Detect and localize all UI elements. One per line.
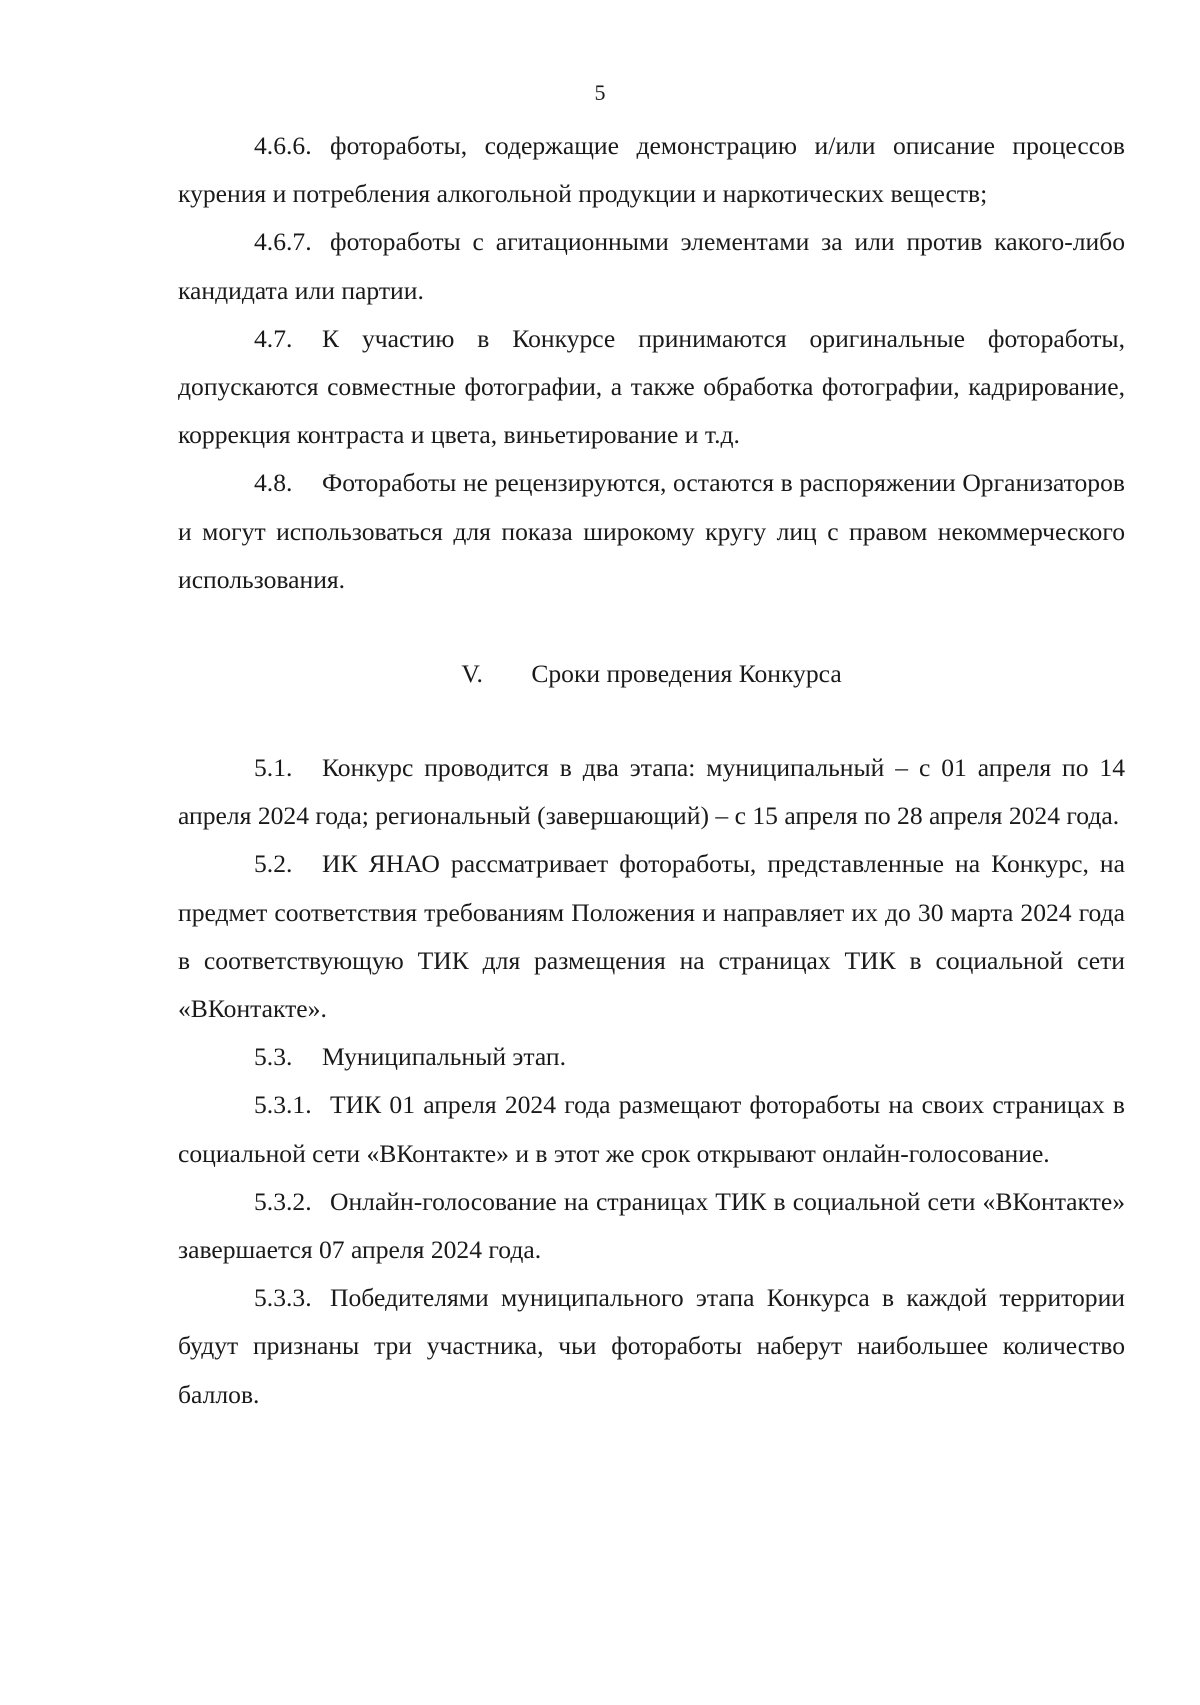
paragraph-number: 4.6.7. [254,227,312,257]
paragraph-number: 5.3.2. [254,1186,312,1216]
paragraph-number: 4.8. [254,468,293,498]
paragraph-4-7 [178,315,1125,460]
paragraph-number: 5.3. [254,1042,293,1072]
paragraph-text: ИК ЯНАО рассматривает фотоработы, представленные на Конкурс, на предмет соответствия требованиям Положения и направляет их до 30 марта 2024 года в соответствующую ТИК для размещения на страницах ТИК в социальной сети «ВКонтакте». [178,849,1125,1024]
paragraph-number: 4.7. [254,323,293,353]
paragraph-text: К участию в Конкурсе принимаются оригинальные фотоработы, допускаются совместные фотографии, а также обработка фотографии, кадрирование, коррекция контраста и цвета, виньетирование и т.д. [178,323,1125,450]
page-number: 5 [594,80,606,105]
paragraph-number: 5.1. [254,753,293,783]
section-title: Сроки проведения Конкурса [531,659,842,689]
paragraph-text: Победителями муниципального этапа Конкурса в каждой территории будут признаны три участника, чьи фотоработы наберут наибольшее количество баллов. [178,1283,1125,1409]
paragraph-5-3-2 [178,1178,1125,1274]
paragraph-text: Конкурс проводится в два этапа: муниципальный – с 01 апреля по 14 апреля 2024 года; региональный (завершающий) – с 15 апреля по 28 апреля 2024 года. [178,753,1125,831]
section-heading [178,604,1125,744]
paragraph-5-1 [178,744,1125,840]
paragraph-4-6-7 [178,218,1125,314]
paragraph-text: Фотоработы не рецензируются, остаются в распоряжении Организаторов и могут использоваться для показа широкому кругу лиц с правом некоммерческого использования. [178,468,1125,594]
paragraph-5-3-1 [178,1081,1125,1177]
paragraph-number: 5.2. [254,849,293,879]
document-body [178,122,1125,1419]
paragraph-4-8 [178,459,1125,604]
paragraph-5-3 [178,1033,1125,1081]
paragraph-number: 5.3.3. [254,1283,312,1313]
paragraph-text: ТИК 01 апреля 2024 года размещают фотоработы на своих страницах в социальной сети «ВКонтакте» и в этот же срок открывают онлайн-голосование. [178,1090,1125,1168]
paragraph-text: фотоработы, содержащие демонстрацию и/или описание процессов курения и потребления алкогольной продукции и наркотических веществ; [178,131,1125,209]
paragraph-5-3-3 [178,1274,1125,1419]
paragraph-number: 4.6.6. [254,131,312,160]
section-roman-numeral: V. [461,659,483,689]
paragraph-text: Муниципальный этап. [322,1042,567,1072]
paragraph-text: фотоработы с агитационными элементами за или против какого-либо кандидата или партии. [178,227,1125,305]
paragraph-number: 5.3.1. [254,1090,312,1120]
paragraph-5-2 [178,840,1125,1033]
paragraph-4-6-6 [178,122,1125,218]
paragraph-text: Онлайн-голосование на страницах ТИК в социальной сети «ВКонтакте» завершается 07 апреля 2024 года. [178,1186,1125,1265]
